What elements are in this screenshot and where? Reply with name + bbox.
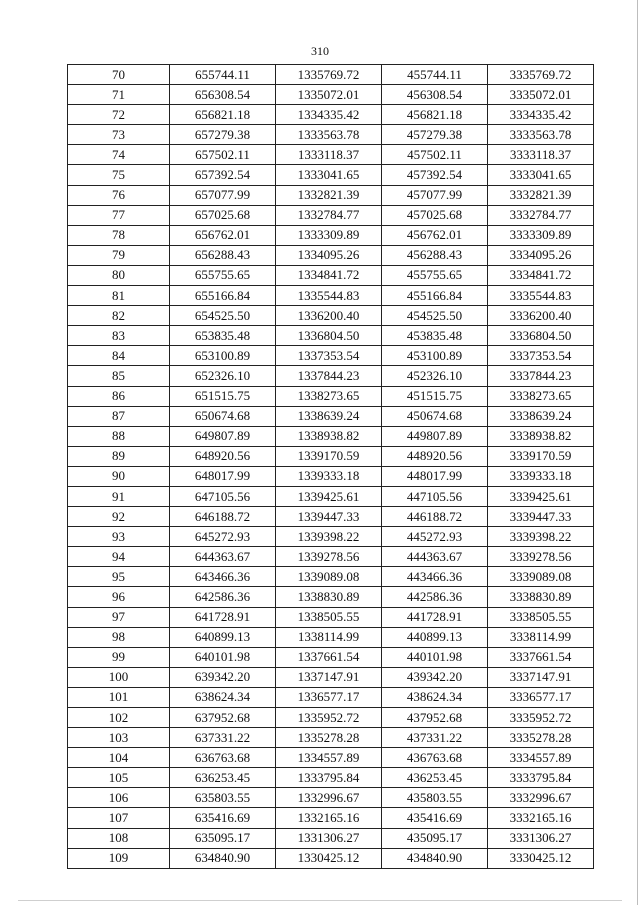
point-number-cell: 76	[68, 185, 170, 205]
coord-x1-cell: 639342.20	[170, 667, 276, 687]
table-row	[68, 527, 594, 547]
coord-y1-cell: 1334335.42	[276, 105, 382, 125]
coord-x2-cell: 435416.69	[382, 808, 488, 828]
coord-x2-cell: 447105.56	[382, 486, 488, 506]
coord-y2-cell: 3330425.12	[488, 848, 594, 868]
point-number-cell: 87	[68, 406, 170, 426]
coord-y1-cell: 1338114.99	[276, 627, 382, 647]
coord-x1-cell: 655744.11	[170, 65, 276, 85]
point-number-cell: 96	[68, 587, 170, 607]
point-number-cell: 100	[68, 667, 170, 687]
coord-x2-cell: 441728.91	[382, 607, 488, 627]
coord-y2-cell: 3338938.82	[488, 426, 594, 446]
coordinates-table	[67, 64, 594, 869]
table-row	[68, 105, 594, 125]
coord-y1-cell: 1336804.50	[276, 326, 382, 346]
coord-y1-cell: 1334095.26	[276, 245, 382, 265]
point-number-cell: 91	[68, 486, 170, 506]
coord-y1-cell: 1339089.08	[276, 567, 382, 587]
table-row	[68, 446, 594, 466]
page-bottom-line	[18, 900, 622, 901]
table-row	[68, 788, 594, 808]
coord-x1-cell: 652326.10	[170, 366, 276, 386]
point-number-cell: 93	[68, 527, 170, 547]
coord-y2-cell: 3338505.55	[488, 607, 594, 627]
coord-x1-cell: 635416.69	[170, 808, 276, 828]
coord-y1-cell: 1339170.59	[276, 446, 382, 466]
table-row	[68, 225, 594, 245]
coord-x2-cell: 448920.56	[382, 446, 488, 466]
coord-y2-cell: 3337147.91	[488, 667, 594, 687]
point-number-cell: 72	[68, 105, 170, 125]
point-number-cell: 105	[68, 768, 170, 788]
table-row	[68, 507, 594, 527]
coord-x2-cell: 439342.20	[382, 667, 488, 687]
coord-y1-cell: 1330425.12	[276, 848, 382, 868]
coord-x1-cell: 636763.68	[170, 748, 276, 768]
coord-x2-cell: 448017.99	[382, 466, 488, 486]
coord-y2-cell: 3339333.18	[488, 466, 594, 486]
coord-x1-cell: 651515.75	[170, 386, 276, 406]
coord-x2-cell: 435803.55	[382, 788, 488, 808]
coord-x2-cell: 436763.68	[382, 748, 488, 768]
point-number-cell: 81	[68, 286, 170, 306]
coord-x1-cell: 656308.54	[170, 85, 276, 105]
coord-x2-cell: 456288.43	[382, 245, 488, 265]
coord-x2-cell: 436253.45	[382, 768, 488, 788]
coord-y1-cell: 1339278.56	[276, 547, 382, 567]
coord-y2-cell: 3335544.83	[488, 286, 594, 306]
table-row	[68, 426, 594, 446]
table-row	[68, 486, 594, 506]
coord-y2-cell: 3333309.89	[488, 225, 594, 245]
table-row	[68, 667, 594, 687]
table-row	[68, 306, 594, 326]
page-number: 310	[311, 44, 329, 58]
coord-y1-cell: 1332996.67	[276, 788, 382, 808]
coord-y2-cell: 3333041.65	[488, 165, 594, 185]
coord-x1-cell: 635803.55	[170, 788, 276, 808]
coord-x1-cell: 640899.13	[170, 627, 276, 647]
coord-y2-cell: 3338830.89	[488, 587, 594, 607]
coord-x2-cell: 453100.89	[382, 346, 488, 366]
coord-y1-cell: 1337353.54	[276, 346, 382, 366]
table-row	[68, 265, 594, 285]
coord-x2-cell: 443466.36	[382, 567, 488, 587]
coord-x2-cell: 455744.11	[382, 65, 488, 85]
coord-x1-cell: 657392.54	[170, 165, 276, 185]
coord-y2-cell: 3338639.24	[488, 406, 594, 426]
coord-x1-cell: 634840.90	[170, 848, 276, 868]
table-row	[68, 466, 594, 486]
coord-x1-cell: 650674.68	[170, 406, 276, 426]
coord-y1-cell: 1332821.39	[276, 185, 382, 205]
coord-x2-cell: 456821.18	[382, 105, 488, 125]
coord-y1-cell: 1332165.16	[276, 808, 382, 828]
coord-y1-cell: 1339333.18	[276, 466, 382, 486]
table-row	[68, 145, 594, 165]
coord-y2-cell: 3335072.01	[488, 85, 594, 105]
point-number-cell: 80	[68, 265, 170, 285]
coord-y1-cell: 1337844.23	[276, 366, 382, 386]
table-row	[68, 125, 594, 145]
coord-x1-cell: 657077.99	[170, 185, 276, 205]
coord-x2-cell: 457279.38	[382, 125, 488, 145]
coord-x1-cell: 646188.72	[170, 507, 276, 527]
table-row	[68, 748, 594, 768]
table-row	[68, 185, 594, 205]
point-number-cell: 86	[68, 386, 170, 406]
coord-y2-cell: 3339447.33	[488, 507, 594, 527]
coord-y1-cell: 1335278.28	[276, 728, 382, 748]
coord-x1-cell: 635095.17	[170, 828, 276, 848]
point-number-cell: 82	[68, 306, 170, 326]
table-row	[68, 386, 594, 406]
coord-x2-cell: 437331.22	[382, 728, 488, 748]
coord-y2-cell: 3339278.56	[488, 547, 594, 567]
table-row	[68, 326, 594, 346]
coord-x2-cell: 457077.99	[382, 185, 488, 205]
coord-x2-cell: 452326.10	[382, 366, 488, 386]
table-row	[68, 245, 594, 265]
coord-y2-cell: 3339089.08	[488, 567, 594, 587]
coord-x1-cell: 644363.67	[170, 547, 276, 567]
point-number-cell: 92	[68, 507, 170, 527]
table-row	[68, 406, 594, 426]
coord-x2-cell: 450674.68	[382, 406, 488, 426]
table-row	[68, 567, 594, 587]
coord-y1-cell: 1333309.89	[276, 225, 382, 245]
coord-y1-cell: 1338639.24	[276, 406, 382, 426]
table-row	[68, 708, 594, 728]
coord-x1-cell: 657279.38	[170, 125, 276, 145]
point-number-cell: 103	[68, 728, 170, 748]
table-row	[68, 647, 594, 667]
coord-y2-cell: 3338273.65	[488, 386, 594, 406]
coord-x1-cell: 641728.91	[170, 607, 276, 627]
coord-y2-cell: 3332165.16	[488, 808, 594, 828]
coord-x1-cell: 648920.56	[170, 446, 276, 466]
coord-y1-cell: 1337661.54	[276, 647, 382, 667]
coord-x2-cell: 457025.68	[382, 205, 488, 225]
coord-x2-cell: 437952.68	[382, 708, 488, 728]
point-number-cell: 84	[68, 346, 170, 366]
coord-x2-cell: 451515.75	[382, 386, 488, 406]
coord-x1-cell: 637952.68	[170, 708, 276, 728]
point-number-cell: 109	[68, 848, 170, 868]
table-row	[68, 687, 594, 707]
coord-y1-cell: 1335072.01	[276, 85, 382, 105]
coord-x2-cell: 445272.93	[382, 527, 488, 547]
point-number-cell: 88	[68, 426, 170, 446]
table-row	[68, 627, 594, 647]
coord-y1-cell: 1337147.91	[276, 667, 382, 687]
point-number-cell: 97	[68, 607, 170, 627]
coord-x2-cell: 440899.13	[382, 627, 488, 647]
point-number-cell: 83	[68, 326, 170, 346]
coord-x2-cell: 455755.65	[382, 265, 488, 285]
coord-x2-cell: 435095.17	[382, 828, 488, 848]
coord-y2-cell: 3332821.39	[488, 185, 594, 205]
table-row	[68, 587, 594, 607]
coord-y2-cell: 3335769.72	[488, 65, 594, 85]
coord-x1-cell: 654525.50	[170, 306, 276, 326]
point-number-cell: 98	[68, 627, 170, 647]
point-number-cell: 73	[68, 125, 170, 145]
coord-x2-cell: 442586.36	[382, 587, 488, 607]
coord-x1-cell: 638624.34	[170, 687, 276, 707]
coord-y1-cell: 1338273.65	[276, 386, 382, 406]
point-number-cell: 89	[68, 446, 170, 466]
coord-y1-cell: 1338830.89	[276, 587, 382, 607]
coord-y2-cell: 3336200.40	[488, 306, 594, 326]
coord-y2-cell: 3336577.17	[488, 687, 594, 707]
point-number-cell: 78	[68, 225, 170, 245]
table-row	[68, 808, 594, 828]
point-number-cell: 70	[68, 65, 170, 85]
page-edge-line	[637, 0, 638, 905]
point-number-cell: 104	[68, 748, 170, 768]
coord-y2-cell: 3337844.23	[488, 366, 594, 386]
point-number-cell: 107	[68, 808, 170, 828]
coord-x1-cell: 656821.18	[170, 105, 276, 125]
coord-x2-cell: 449807.89	[382, 426, 488, 446]
coord-x1-cell: 647105.56	[170, 486, 276, 506]
coord-x1-cell: 636253.45	[170, 768, 276, 788]
point-number-cell: 85	[68, 366, 170, 386]
point-number-cell: 106	[68, 788, 170, 808]
point-number-cell: 77	[68, 205, 170, 225]
table-row	[68, 728, 594, 748]
coord-x1-cell: 656288.43	[170, 245, 276, 265]
coord-y1-cell: 1335544.83	[276, 286, 382, 306]
coord-x1-cell: 643466.36	[170, 567, 276, 587]
coord-x2-cell: 446188.72	[382, 507, 488, 527]
coord-x1-cell: 655166.84	[170, 286, 276, 306]
coord-y2-cell: 3338114.99	[488, 627, 594, 647]
coord-x1-cell: 657025.68	[170, 205, 276, 225]
table-row	[68, 828, 594, 848]
coord-x1-cell: 640101.98	[170, 647, 276, 667]
coord-y1-cell: 1338505.55	[276, 607, 382, 627]
table-row	[68, 65, 594, 85]
point-number-cell: 108	[68, 828, 170, 848]
table-row	[68, 547, 594, 567]
coord-y1-cell: 1331306.27	[276, 828, 382, 848]
coord-y2-cell: 3334335.42	[488, 105, 594, 125]
table-row	[68, 205, 594, 225]
coord-y2-cell: 3336804.50	[488, 326, 594, 346]
coord-y2-cell: 3333563.78	[488, 125, 594, 145]
table-row	[68, 768, 594, 788]
coord-x2-cell: 440101.98	[382, 647, 488, 667]
point-number-cell: 71	[68, 85, 170, 105]
table-row	[68, 85, 594, 105]
coord-y2-cell: 3332996.67	[488, 788, 594, 808]
coord-x1-cell: 648017.99	[170, 466, 276, 486]
point-number-cell: 79	[68, 245, 170, 265]
coord-y2-cell: 3339398.22	[488, 527, 594, 547]
coord-x2-cell: 456308.54	[382, 85, 488, 105]
table-row	[68, 346, 594, 366]
coord-y2-cell: 3337353.54	[488, 346, 594, 366]
coord-x1-cell: 649807.89	[170, 426, 276, 446]
coord-y1-cell: 1339398.22	[276, 527, 382, 547]
coord-y1-cell: 1333118.37	[276, 145, 382, 165]
coord-y2-cell: 3339170.59	[488, 446, 594, 466]
coord-y2-cell: 3333118.37	[488, 145, 594, 165]
coord-y1-cell: 1332784.77	[276, 205, 382, 225]
coord-x1-cell: 657502.11	[170, 145, 276, 165]
coord-x2-cell: 457392.54	[382, 165, 488, 185]
point-number-cell: 102	[68, 708, 170, 728]
coord-x2-cell: 455166.84	[382, 286, 488, 306]
table-row	[68, 607, 594, 627]
coord-x2-cell: 434840.90	[382, 848, 488, 868]
coord-y2-cell: 3334557.89	[488, 748, 594, 768]
coord-y1-cell: 1336577.17	[276, 687, 382, 707]
coord-y2-cell: 3339425.61	[488, 486, 594, 506]
coord-x2-cell: 438624.34	[382, 687, 488, 707]
coord-x2-cell: 456762.01	[382, 225, 488, 245]
coord-y1-cell: 1333563.78	[276, 125, 382, 145]
point-number-cell: 101	[68, 687, 170, 707]
coord-y2-cell: 3335952.72	[488, 708, 594, 728]
coord-x1-cell: 642586.36	[170, 587, 276, 607]
coord-y2-cell: 3334095.26	[488, 245, 594, 265]
coord-y1-cell: 1336200.40	[276, 306, 382, 326]
table-row	[68, 366, 594, 386]
point-number-cell: 75	[68, 165, 170, 185]
coord-y1-cell: 1334557.89	[276, 748, 382, 768]
coord-x1-cell: 655755.65	[170, 265, 276, 285]
coord-y1-cell: 1333795.84	[276, 768, 382, 788]
table-row	[68, 848, 594, 868]
coord-y2-cell: 3333795.84	[488, 768, 594, 788]
coord-x1-cell: 645272.93	[170, 527, 276, 547]
coord-y1-cell: 1335952.72	[276, 708, 382, 728]
coordinates-table-body	[68, 65, 594, 869]
table-row	[68, 286, 594, 306]
coord-y2-cell: 3337661.54	[488, 647, 594, 667]
coord-x1-cell: 653835.48	[170, 326, 276, 346]
coord-y1-cell: 1334841.72	[276, 265, 382, 285]
coord-y2-cell: 3332784.77	[488, 205, 594, 225]
point-number-cell: 95	[68, 567, 170, 587]
coord-y1-cell: 1338938.82	[276, 426, 382, 446]
point-number-cell: 99	[68, 647, 170, 667]
point-number-cell: 90	[68, 466, 170, 486]
coord-x2-cell: 453835.48	[382, 326, 488, 346]
coord-y2-cell: 3331306.27	[488, 828, 594, 848]
table-row	[68, 165, 594, 185]
coord-y2-cell: 3335278.28	[488, 728, 594, 748]
coord-y2-cell: 3334841.72	[488, 265, 594, 285]
point-number-cell: 94	[68, 547, 170, 567]
coord-x2-cell: 457502.11	[382, 145, 488, 165]
coord-x1-cell: 653100.89	[170, 346, 276, 366]
coord-x1-cell: 637331.22	[170, 728, 276, 748]
coord-y1-cell: 1335769.72	[276, 65, 382, 85]
point-number-cell: 74	[68, 145, 170, 165]
coord-y1-cell: 1333041.65	[276, 165, 382, 185]
coord-x2-cell: 454525.50	[382, 306, 488, 326]
coord-y1-cell: 1339425.61	[276, 486, 382, 506]
coord-x1-cell: 656762.01	[170, 225, 276, 245]
coord-x2-cell: 444363.67	[382, 547, 488, 567]
coord-y1-cell: 1339447.33	[276, 507, 382, 527]
